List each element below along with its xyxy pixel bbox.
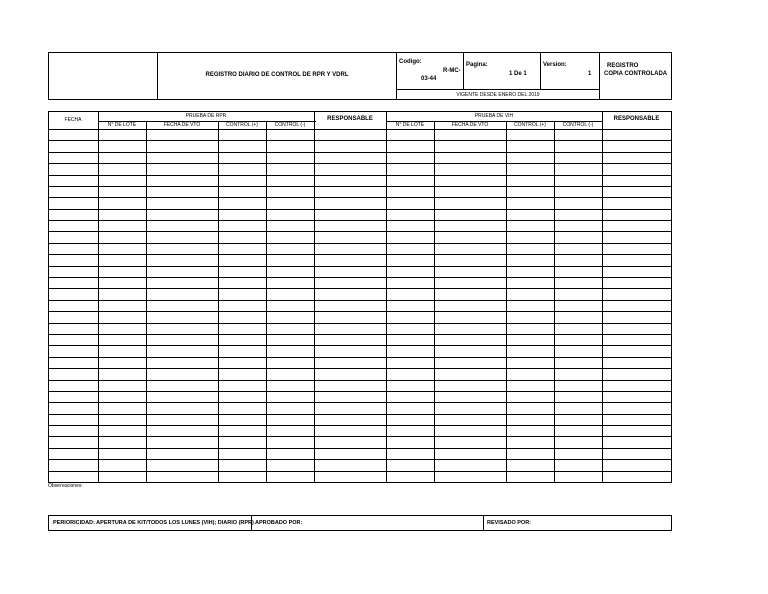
table-row-line — [48, 391, 672, 392]
table-row-line — [48, 254, 672, 255]
table-row-line — [48, 459, 672, 460]
table-row-line — [48, 231, 672, 232]
table-row-line — [48, 402, 672, 403]
table-row-line — [48, 414, 672, 415]
col-rpr-lote: N° DE LOTE — [107, 122, 137, 128]
table-row-line — [48, 266, 672, 267]
table-row-line — [48, 368, 672, 369]
version-value: 1 — [588, 71, 592, 77]
col-vih-neg: CONTROL (-) — [562, 122, 594, 128]
table-row-line — [48, 380, 672, 381]
table-row-line — [48, 323, 672, 324]
document-header — [48, 52, 672, 100]
table-row-line — [48, 140, 672, 141]
group-rpr: PRUEBA DE RPR — [185, 113, 227, 119]
table-row-line — [48, 357, 672, 358]
table-row-line — [48, 220, 672, 221]
table-row-line — [48, 175, 672, 176]
table-row-line — [48, 152, 672, 153]
group-vih: PRUEBA DE VIH — [474, 113, 514, 119]
vigente-text: VIGENTE DESDE ENERO DEL 2019 — [456, 92, 540, 98]
table-row-line — [48, 425, 672, 426]
table-row-line — [48, 311, 672, 312]
table-row-line — [48, 471, 672, 472]
col-rpr-vto: FECHA DE VTO — [163, 122, 201, 128]
footer-bar — [48, 515, 672, 531]
pagina-value: 1 De 1 — [509, 71, 527, 77]
table-row-line — [48, 300, 672, 301]
col-rpr-neg: CONTROL (-) — [274, 122, 306, 128]
col-vih-lote: N° DE LOTE — [395, 122, 425, 128]
codigo-value-2: 03-44 — [421, 76, 437, 82]
table-row-line — [48, 288, 672, 289]
codigo-label: Codigo: — [399, 59, 422, 65]
col-vih-pos: CONTROL (+) — [514, 122, 546, 128]
pagina-box — [463, 52, 541, 90]
observaciones-label: Observaciones: — [48, 483, 83, 489]
col-rpr-pos: CONTROL (+) — [226, 122, 258, 128]
col-fecha: FECHA — [64, 117, 82, 123]
table-row-line — [48, 163, 672, 164]
document-title: REGISTRO DIARIO DE CONTROL DE RPR Y VDRL — [205, 72, 349, 78]
version-label: Version: — [543, 62, 567, 68]
table-row-line — [48, 186, 672, 187]
record-table — [48, 111, 672, 483]
table-row-line — [48, 448, 672, 449]
table-row-line — [48, 436, 672, 437]
pagina-label: Pagina: — [466, 62, 488, 68]
aprobado-por-field[interactable]: APROBADO POR: — [255, 520, 303, 526]
table-row-line — [48, 197, 672, 198]
col-vih-vto: FECHA DE VTO — [451, 122, 489, 128]
col-responsable-rpr: RESPONSABLE — [327, 116, 373, 122]
table-row-line — [48, 277, 672, 278]
revisado-por-field[interactable]: REVISADO POR: — [487, 520, 532, 526]
logo-box — [48, 52, 158, 100]
registro-line-1: REGISTRO — [607, 63, 639, 69]
registro-line-2: COPIA CONTROLADA — [604, 71, 668, 77]
table-row-line — [48, 243, 672, 244]
col-responsable-vih: RESPONSABLE — [613, 116, 660, 122]
table-row-line — [48, 345, 672, 346]
codigo-value-1: R-MC- — [443, 68, 461, 74]
periodicidad-text: PERIORICIDAD: APERTURA DE KIT/TODOS LOS LUNES (VIH); DIARIO (RPR) — [53, 520, 254, 526]
table-row-line — [48, 209, 672, 210]
table-row-line — [48, 334, 672, 335]
